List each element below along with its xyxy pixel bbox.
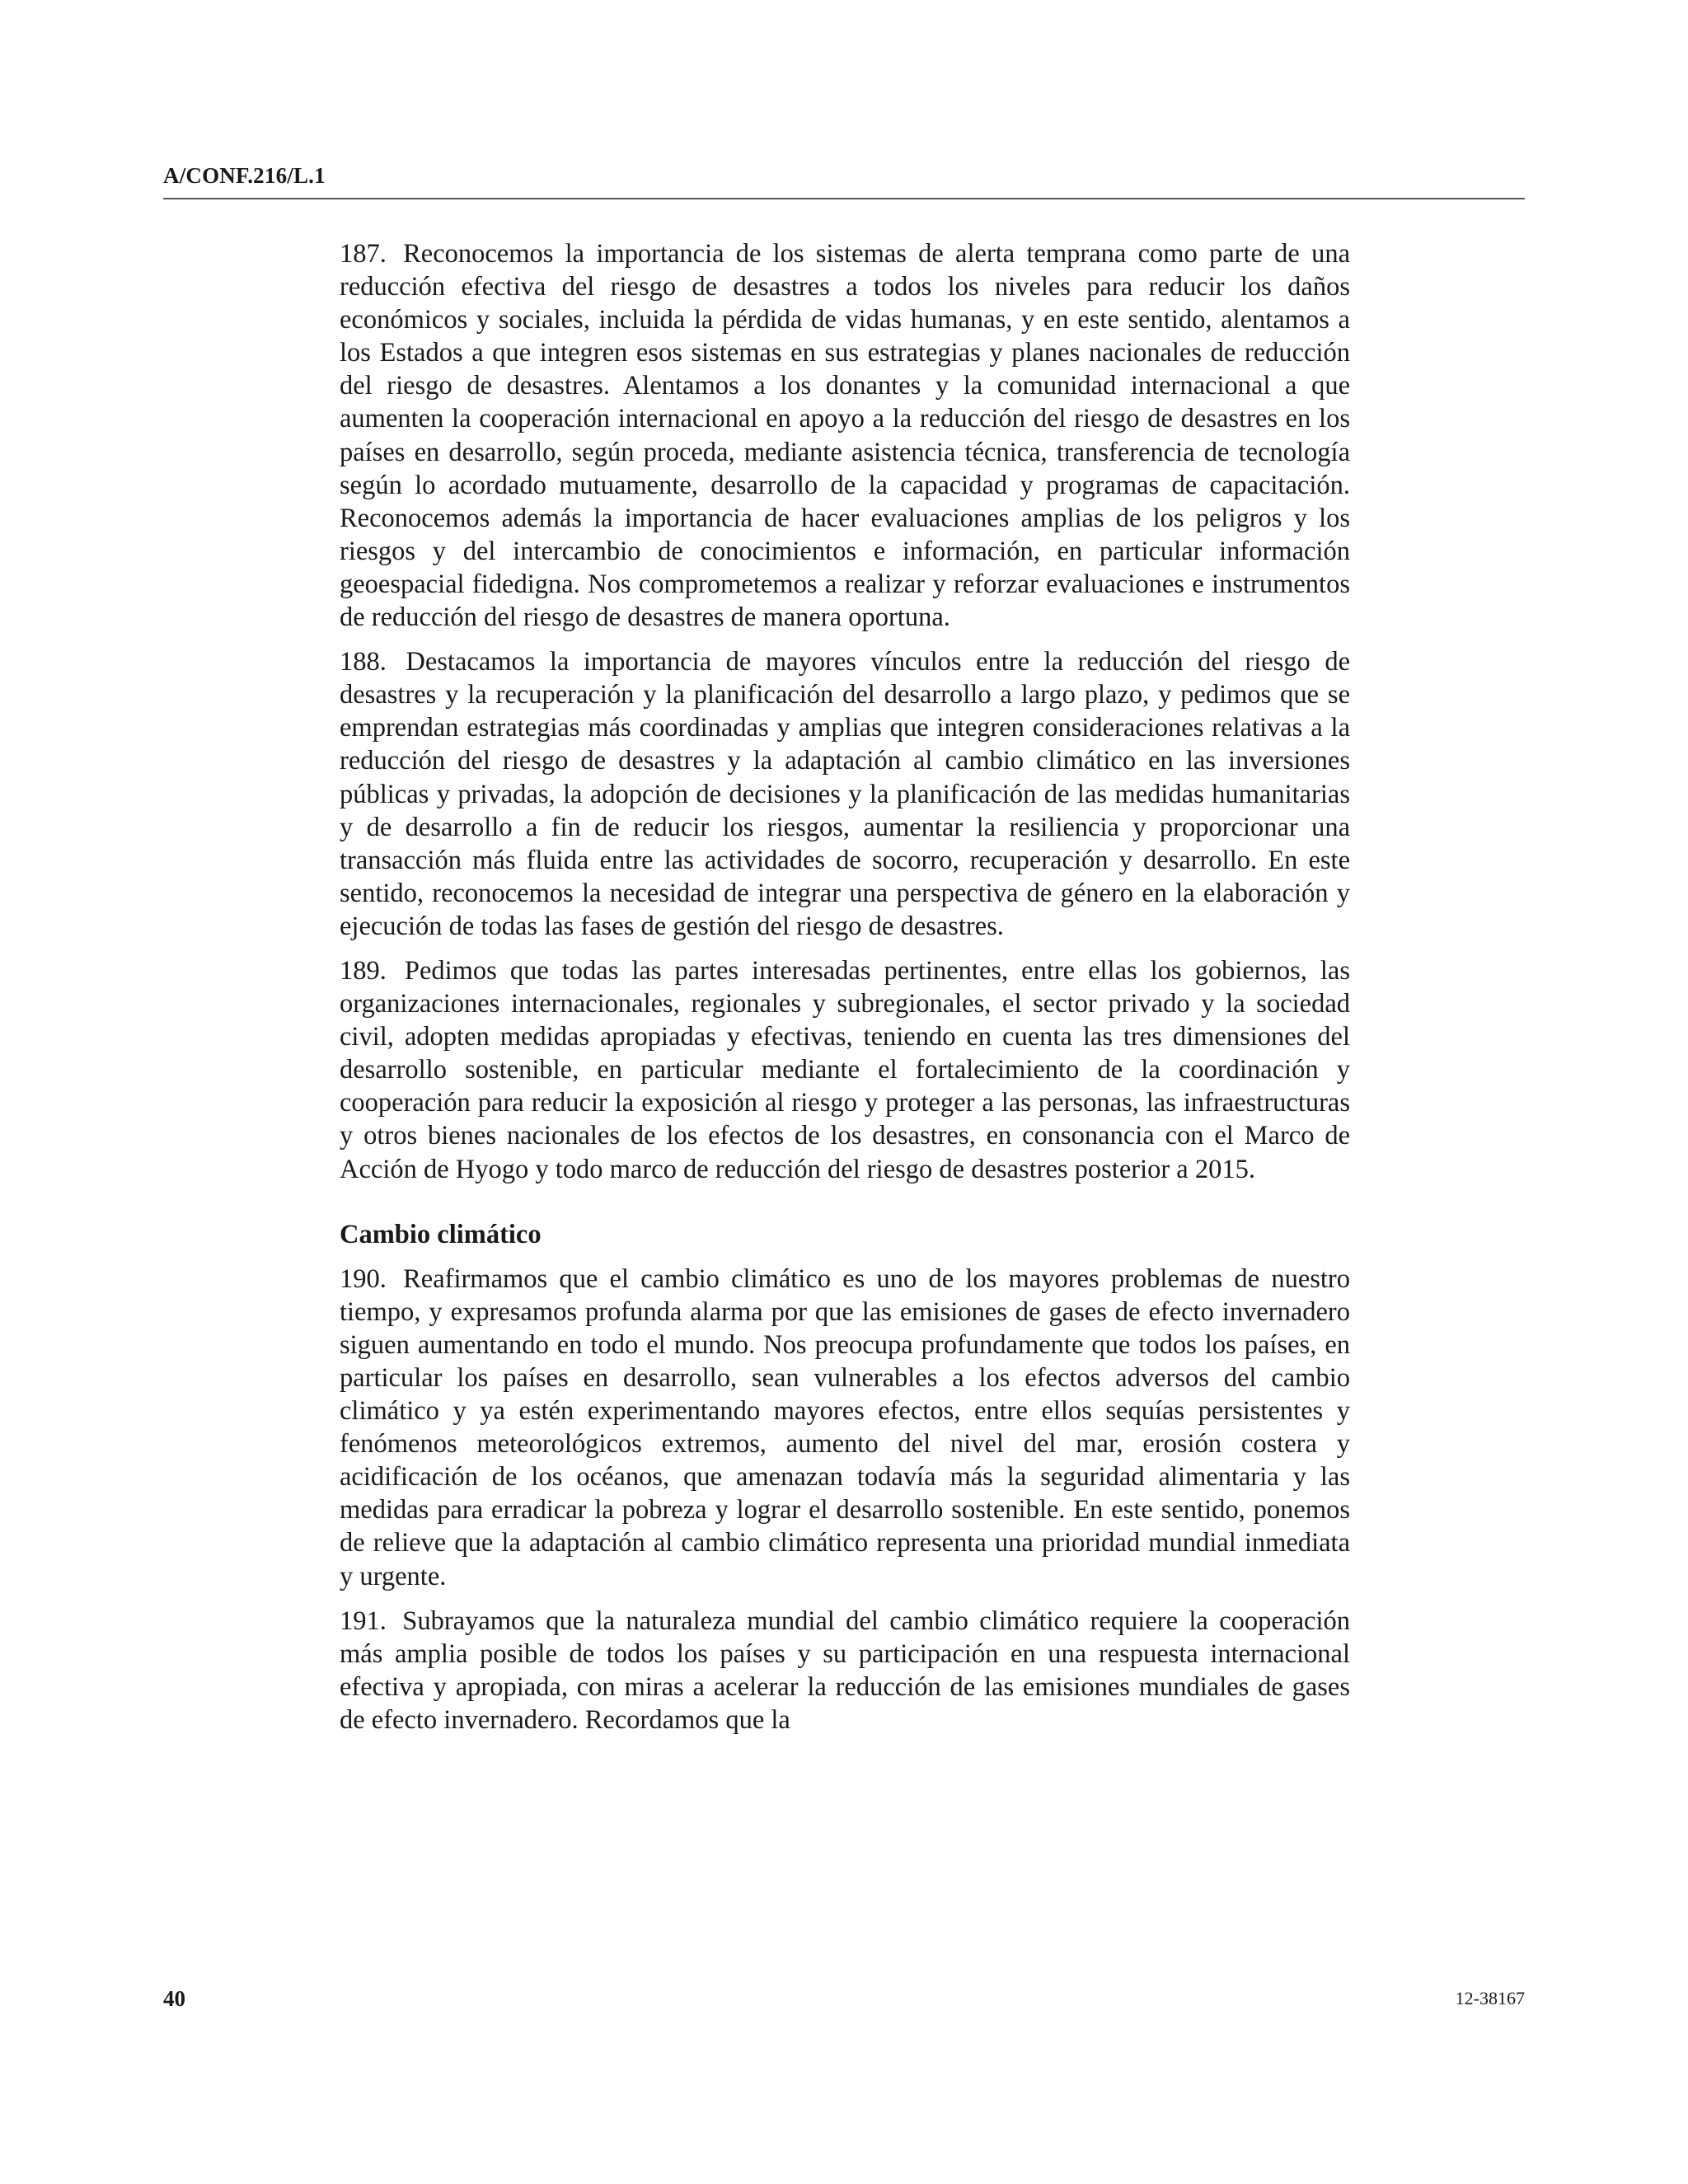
document-body xyxy=(340,237,1350,1748)
paragraph-text: Pedimos que todas las partes interesadas pertinentes, entre ellas los gobiernos, las organizaciones internacionales, regionales y subregionales, el sector privado y la sociedad civil, adopten medidas apropiadas y efectivas, teniendo en cuenta las tres dimensiones del desarrollo sostenible, en particular mediante el fortalecimiento de la coordinación y cooperación para reducir la exposición al riesgo y proteger a las personas, las infraestructuras y otros bienes nacionales de los efectos de los desastres, en consonancia con el Marco de Acción de Hyogo y todo marco de reducción del riesgo de desastres posterior a 2015. xyxy=(340,955,1350,1184)
paragraph-191 xyxy=(340,1605,1350,1736)
paragraph-187 xyxy=(340,237,1350,634)
paragraph-number: 190. xyxy=(340,1263,387,1294)
paragraph-text: Reconocemos la importancia de los sistemas de alerta temprana como parte de una reducción efectiva del riesgo de desastres a todos los niveles para reducir los daños económicos y sociales, incluida la pérdida de vidas humanas, y en este sentido, alentamos a los Estados a que integren esos sistemas en sus estrategias y planes nacionales de reducción del riesgo de desastres. Alentamos a los donantes y la comunidad internacional a que aumenten la cooperación internacional en apoyo a la reducción del riesgo de desastres en los países en desarrollo, según proceda, mediante asistencia técnica, transferencia de tecnología según lo acordado mutuamente, desarrollo de la capacidad y programas de capacitación. Reconocemos además la importancia de hacer evaluaciones amplias de los peligros y los riesgos y del intercambio de conocimientos e información, en particular información geoespacial fidedigna. Nos comprometemos a realizar y reforzar evaluaciones e instrumentos de reducción del riesgo de desastres de manera oportuna. xyxy=(340,239,1350,633)
paragraph-189 xyxy=(340,954,1350,1186)
paragraph-190 xyxy=(340,1263,1350,1593)
section-heading: Cambio climático xyxy=(340,1219,542,1249)
paragraph-188 xyxy=(340,645,1350,943)
paragraph-text: Destacamos la importancia de mayores vínculos entre la reducción del riesgo de desastres y la recuperación y la planificación del desarrollo a largo plazo, y pedimos que se emprendan estrategias más coordinadas y amplias que integren consideraciones relativas a la reducción del riesgo de desastres y la adaptación al cambio climático en las inversiones públicas y privadas, la adopción de decisiones y la planificación de las medidas humanitarias y de desarrollo a fin de reducir los riesgos, aumentar la resiliencia y proporcionar una transacción más fluida entre las actividades de socorro, recuperación y desarrollo. En este sentido, reconocemos la necesidad de integrar una perspectiva de género en la elaboración y ejecución de todas las fases de gestión del riesgo de desastres. xyxy=(340,647,1350,941)
paragraph-number: 188. xyxy=(340,647,387,677)
paragraph-text: Subrayamos que la naturaleza mundial del cambio climático requiere la cooperación más amplia posible de todos los países y su participación en una respuesta internacional efectiva y apropiada, con miras a acelerar la reducción de las emisiones mundiales de gases de efecto invernadero. Recordamos que la xyxy=(340,1605,1350,1735)
document-symbol: A/CONF.216/L.1 xyxy=(163,163,326,188)
header-rule xyxy=(163,198,1525,199)
paragraph-number: 187. xyxy=(340,239,387,269)
page-number: 40 xyxy=(163,1986,185,2011)
paragraph-number: 191. xyxy=(340,1605,387,1636)
document-code: 12-38167 xyxy=(1455,1988,1525,2008)
paragraph-text: Reafirmamos que el cambio climático es uno de los mayores problemas de nuestro tiempo, y expresamos profunda alarma por que las emisiones de gases de efecto invernadero siguen aumentando en todo el mundo. Nos preocupa profundamente que todos los países, en particular los países en desarrollo, sean vulnerables a los efectos adversos del cambio climático y ya estén experimentando mayores efectos, entre ellos sequías persistentes y fenómenos meteorológicos extremos, aumento del nivel del mar, erosión costera y acidificación de los océanos, que amenazan todavía más la seguridad alimentaria y las medidas para erradicar la pobreza y lograr el desarrollo sostenible. En este sentido, ponemos de relieve que la adaptación al cambio climático representa una prioridad mundial inmediata y urgente. xyxy=(340,1263,1350,1591)
paragraph-number: 189. xyxy=(340,955,387,986)
